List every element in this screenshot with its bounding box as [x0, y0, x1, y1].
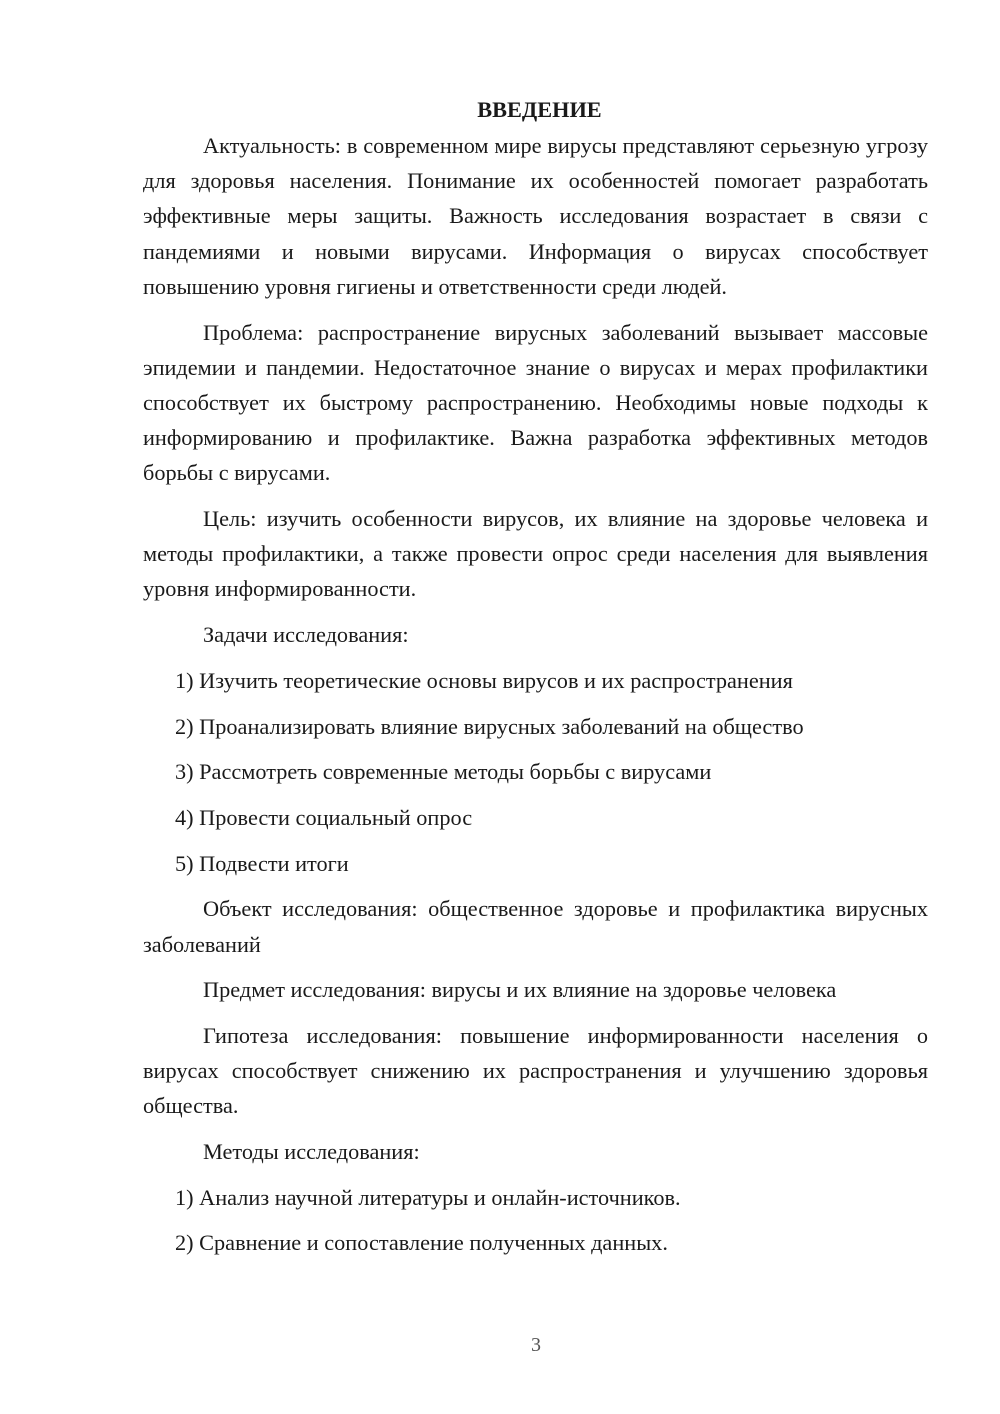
object-paragraph: Объект исследования: общественное здоровье и профилактика вирусных заболеваний — [143, 896, 928, 957]
relevance-paragraph: Актуальность: в современном мире вирусы представляют серьезную угрозу для здоровья населения. Понимание их особенностей помогает разработать эффективные меры защиты. Важность исследования возрастает в связи с пандемиями и новыми вирусами. Информация о вирусах способствует повышению уровня гигиены и ответственности среди людей. — [143, 133, 928, 299]
subject-paragraph: Предмет исследования: вирусы и их влияние на здоровье человека — [203, 977, 837, 1003]
page-number: 3 — [531, 1334, 541, 1356]
task-item: 4) Провести социальный опрос — [175, 804, 473, 830]
hypothesis-paragraph: Гипотеза исследования: повышение информированности населения о вирусах способствует снижению их распространения и улучшению здоровья общества. — [143, 1022, 928, 1119]
task-item: 1) Изучить теоретические основы вирусов и их распространения — [175, 667, 793, 693]
problem-paragraph: Проблема: распространение вирусных заболеваний вызывает массовые эпидемии и пандемии. Недостаточное знание о вирусах и мерах профилактики способствует их быстрому распространению. Необходимы новые подходы к информированию и профилактике. Важна разработка эффективных методов борьбы с вирусами. — [143, 319, 928, 486]
task-item: 5) Подвести итоги — [175, 850, 349, 876]
page-title: ВВЕДЕНИЕ — [477, 97, 602, 122]
tasks-heading: Задачи исследования: — [203, 622, 409, 648]
goal-paragraph: Цель: изучить особенности вирусов, их влияние на здоровье человека и методы профилактики, а также провести опрос среди населения для выявления уровня информированности. — [143, 506, 928, 602]
task-item: 2) Проанализировать влияние вирусных заболеваний на общество — [175, 713, 804, 739]
method-item: 2) Сравнение и сопоставление полученных данных. — [175, 1230, 668, 1256]
task-item: 3) Рассмотреть современные методы борьбы с вирусами — [175, 759, 712, 785]
method-item: 1) Анализ научной литературы и онлайн-источников. — [175, 1184, 681, 1210]
methods-heading: Методы исследования: — [203, 1139, 420, 1165]
document-page — [143, 92, 928, 1271]
